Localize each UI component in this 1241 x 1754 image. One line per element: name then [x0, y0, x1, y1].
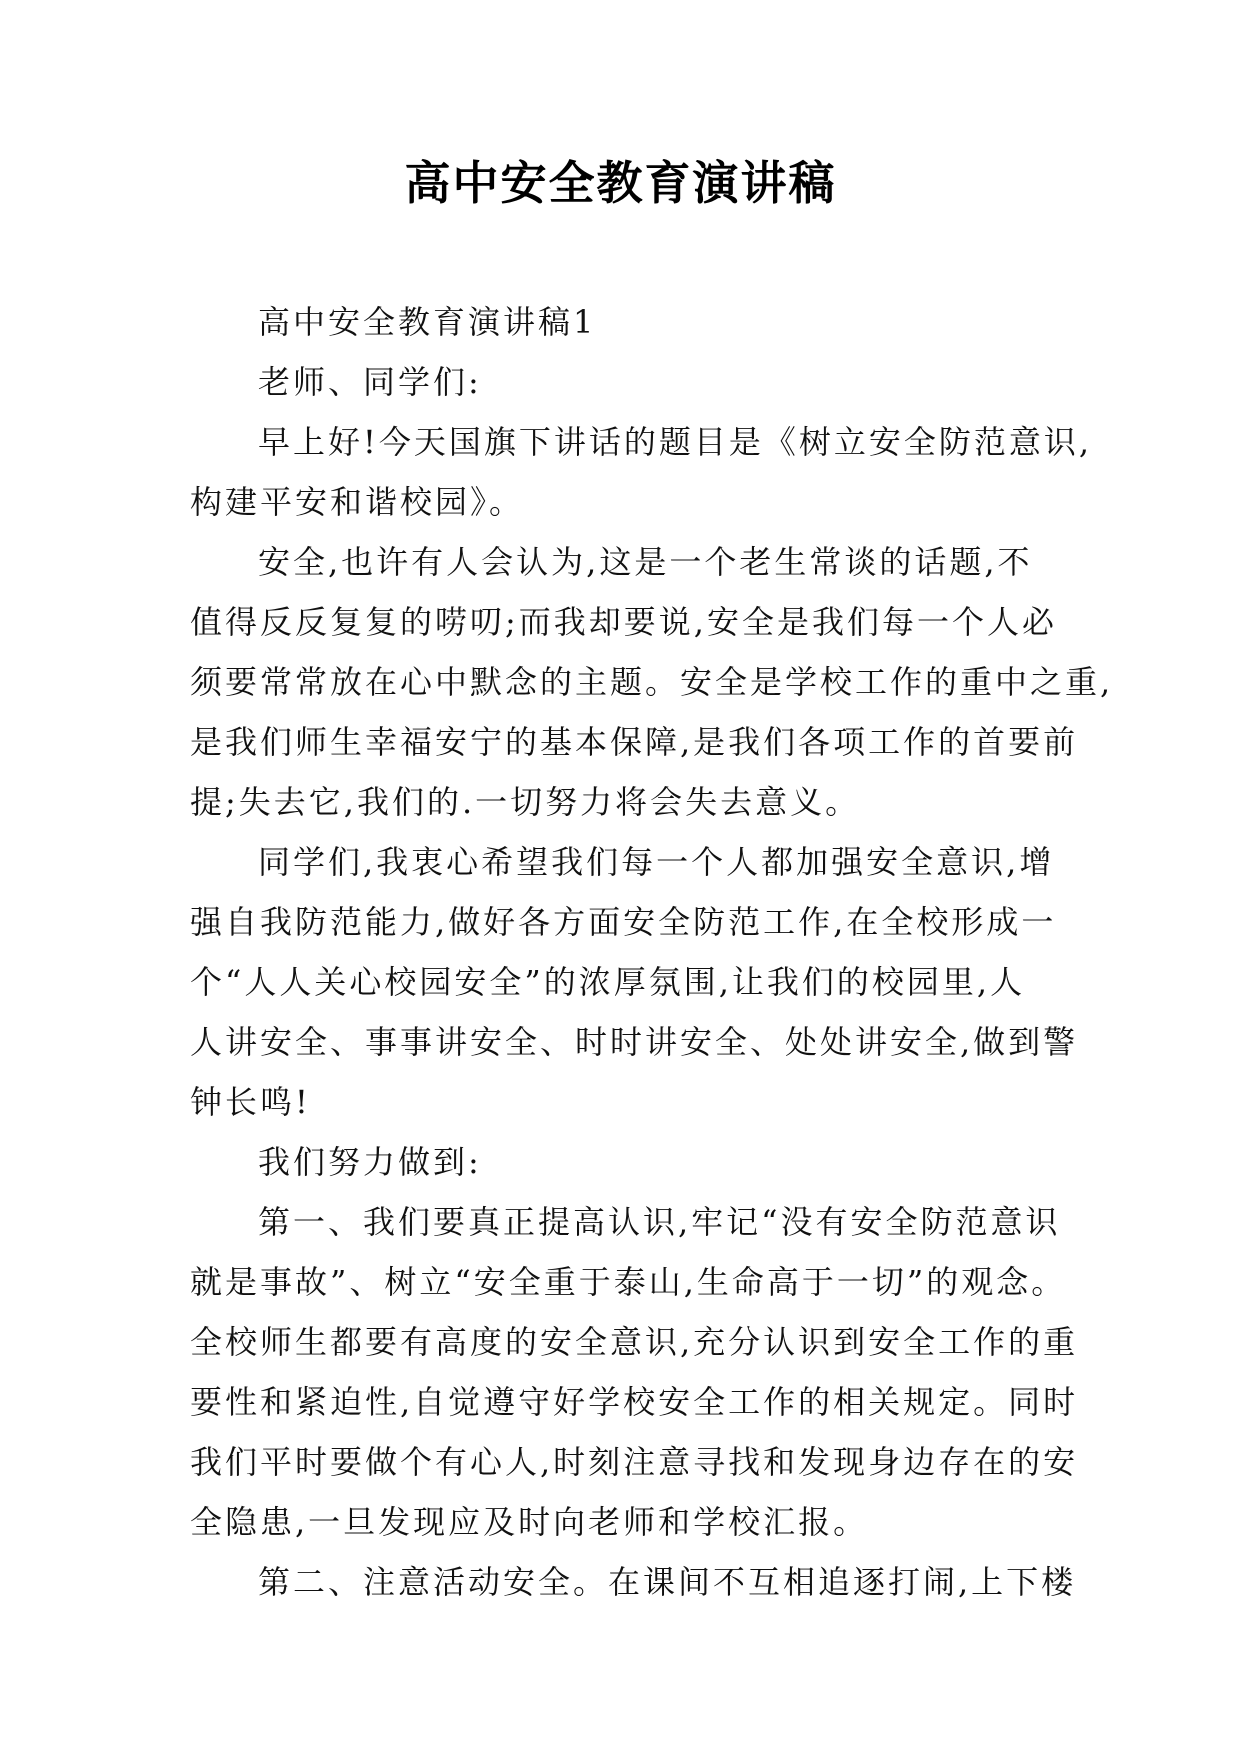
text-line: 我们平时要做个有心人,时刻注意寻找和发现身边存在的安	[190, 1443, 1079, 1481]
text-line: 同学们,我衷心希望我们每一个人都加强安全意识,增	[258, 843, 1055, 881]
salutation: 老师、同学们:	[258, 363, 482, 401]
text-line: 是我们师生幸福安宁的基本保障,是我们各项工作的首要前	[190, 723, 1079, 761]
text-line: 全隐患,一旦发现应及时向老师和学校汇报。	[190, 1503, 869, 1541]
text-line: 值得反反复复的唠叨;而我却要说,安全是我们每一个人必	[190, 603, 1057, 641]
text-line: 钟长鸣!	[190, 1083, 311, 1121]
text-line: 强自我防范能力,做好各方面安全防范工作,在全校形成一	[190, 903, 1057, 941]
text-line: 个“人人关心校园安全”的浓厚氛围,让我们的校园里,人	[190, 963, 1026, 1001]
text-line: 我们努力做到:	[258, 1143, 482, 1181]
text-line: 须要常常放在心中默念的主题。安全是学校工作的重中之重,	[190, 663, 1114, 701]
text-line: 第二、注意活动安全。在课间不互相追逐打闹,上下楼	[258, 1563, 1077, 1601]
document-title: 高中安全教育演讲稿	[404, 156, 837, 210]
text-line: 第一、我们要真正提高认识,牢记“没有安全防范意识	[258, 1203, 1061, 1241]
text-line: 提;失去它,我们的.一切努力将会失去意义。	[190, 783, 861, 821]
document-body	[190, 292, 1114, 1612]
section-heading: 高中安全教育演讲稿1	[258, 303, 597, 341]
text-line: 安全,也许有人会认为,这是一个老生常谈的话题,不	[258, 543, 1033, 581]
text-line: 要性和紧迫性,自觉遵守好学校安全工作的相关规定。同时	[190, 1383, 1079, 1421]
text-line: 早上好!今天国旗下讲话的题目是《树立安全防范意识,	[258, 423, 1093, 461]
text-line: 构建平安和谐校园》。	[190, 483, 525, 521]
text-line: 全校师生都要有高度的安全意识,充分认识到安全工作的重	[190, 1323, 1079, 1361]
text-line: 人讲安全、事事讲安全、时时讲安全、处处讲安全,做到警	[190, 1023, 1079, 1061]
text-line: 就是事故”、树立“安全重于泰山,生命高于一切”的观念。	[190, 1263, 1067, 1301]
